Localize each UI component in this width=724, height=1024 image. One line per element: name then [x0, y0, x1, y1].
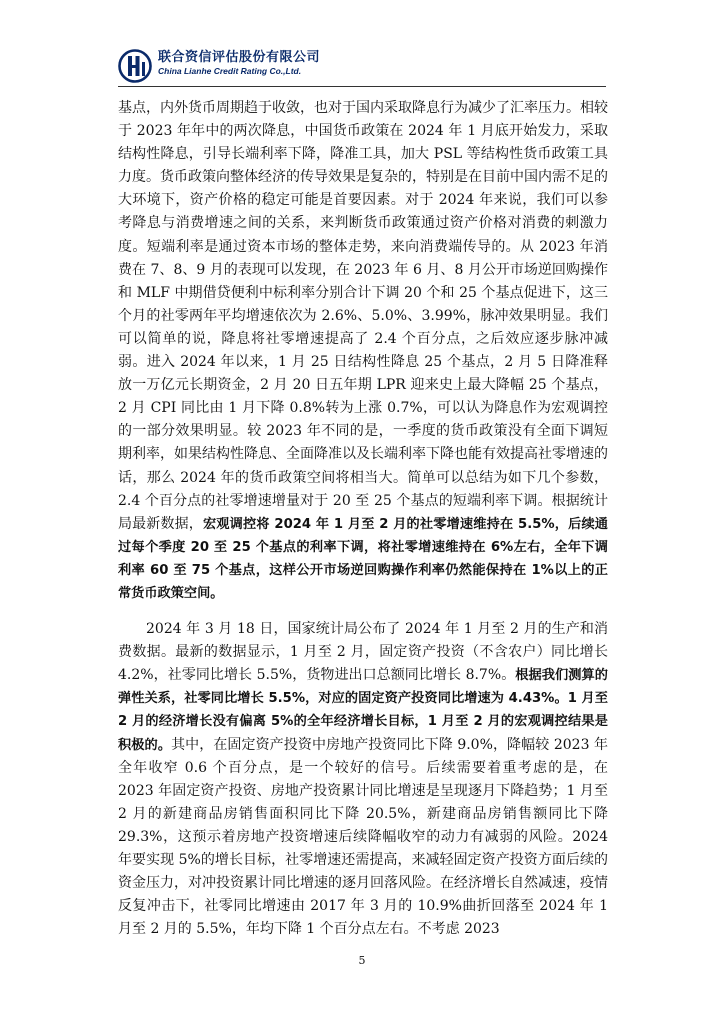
document-body: [118, 97, 608, 941]
paragraph-text: 其中，在固定资产投资中房地产投资同比下降 9.0%，降幅较 2023 年全年收窄 0.6 个百分点，是一个较好的信号。后续需要着重考虑的是，在 2023 年固定资产投资、房地产投资累计同比增速是呈现逐月下降趋势；1 月至 2 月的新建商品房销售面积同比下降 20.5%，新建商品房销售额同比下降 29.3%，这预示着房地产投资增速后续降幅收窄的动力有减弱的风险。2024 年要实现 5%的增长目标，社零增速还需提高，来减轻固定资产投资方面后续的资金压力，对冲投资累计同比增速的逐月回落风险。在经济增长自然减速，疫情反复冲击下，社零同比增速由 2017 年 3 月的 10.9%曲折回落至 2024 年 1 月至 2 月的 5.5%，年均下降 1 个百分点左右。不考虑 2023: [118, 736, 609, 938]
company-name-cn: 联合资信评估股份有限公司: [158, 50, 321, 65]
paragraph-text: 基点，内外货币周期趋于收敛，也对于国内采取降息行为减少了汇率压力。相较于 2023 年年中的两次降息，中国货币政策在 2024 年 1 月底开始发力，采取结构性降息，引导长端利率下降，降准工具，加大 PSL 等结构性货币政策工具力度。货币政策向整体经济的传导效果是复杂的，特别是在目前中国内需不足的大环境下，资产价格的稳定可能是首要因素。对于 2024 年来说，我们可以参考降息与消费增速之间的关系，来判断货币政策通过资产价格对消费的刺激力度。短端利率是通过资本市场的整体走势，来向消费端传导的。从 2023 年消费在 7、8、9 月的表现可以发现，在 2023 年 6 月、8 月公开市场逆回购操作和 MLF 中期借贷便利中标利率分别合计下调 20 个和 25 个基点促进下，这三个月的社零两年平均增速依次为 2.6%、5.0%、3.99%，脉冲效果明显。我们可以简单的说，降息将社零增速提高了 2.4 个百分点，之后效应逐步脉冲减弱。进入 2024 年以来，1 月 25 日结构性降息 25 个基点，2 月 5 日降准释放一万亿元长期资金，2 月 20 日五年期 LPR 迎来史上最大降幅 25 个基点，2 月 CPI 同比由 1 月下降 0.8%转为上涨 0.7%，可以认为降息作为宏观调控的一部分效果明显。较 2023 年不同的是，一季度的货币政策没有全面下调短期利率，如果结构性降息、全面降准以及长端利率下降也能有效提高社零增速的话，那么 2024 年的货币政策空间将相当大。简单可以总结为如下几个参数，2.4 个百分点的社零增速增量对于 20 至 25 个基点的短端利率下调。根据统计局最新数据，: [118, 100, 608, 532]
page-number: 5: [358, 954, 366, 967]
header-divider: [118, 86, 606, 87]
company-logo-icon: [118, 49, 152, 83]
bold-conclusion: 宏观调控将 2024 年 1 月至 2 月的社零增速维持在 5.5%，后续通过每个季度 20 至 25 个基点的利率下调，将社零增速维持在 6%左右，全年下调利率 60 至 75 个基点，这样公开市场逆回购操作利率仍然能保持在 1%以上的正常货币政策空间。: [118, 516, 608, 601]
body-paragraph-1: [118, 97, 608, 605]
bold-finding: 根据我们测算的弹性关系，社零同比增长 5.5%，对应的固定资产投资同比增速为 4.43%。1 月至 2 月的经济增长没有偏离 5%的全年经济增长目标，1 月至 2 月的宏观调控结果是积极的。: [118, 668, 608, 753]
paragraph-text: 2024 年 3 月 18 日，国家统计局公布了 2024 年 1 月至 2 月的生产和消费数据。最新的数据显示，1 月至 2 月，固定资产投资（不含农户）同比增长 4.2%，社零同比增长 5.5%，货物进出口总额同比增长 8.7%。: [118, 621, 608, 684]
company-name-en: China Lianhe Credit Rating Co.,Ltd.: [158, 66, 302, 76]
company-name: [158, 50, 320, 77]
page-header: [118, 46, 608, 86]
body-paragraph-2: [118, 618, 608, 941]
